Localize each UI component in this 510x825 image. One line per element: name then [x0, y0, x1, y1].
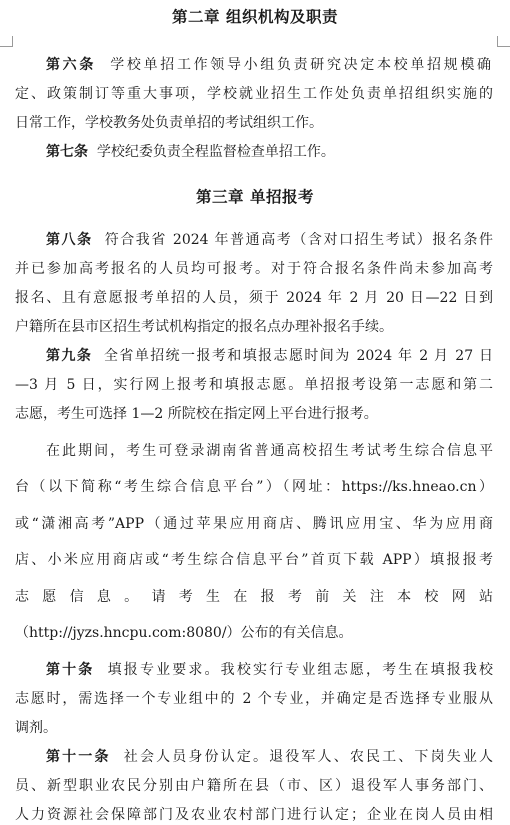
article-6-label: 第六条: [46, 57, 97, 73]
article-10-line-3: 调剂。: [15, 720, 57, 736]
article-9-label: 第九条: [46, 348, 93, 364]
paragraph-line-6: （http://jyzs.hncpu.com:8080/）公布的有关信息。: [15, 625, 353, 641]
article-11-line-1: [46, 747, 493, 767]
article-6-text-1: 学校单招工作领导小组负责研究决定本校单招规模确: [110, 57, 491, 73]
article-11-line-3: 人力资源社会保障部门及农业农村部门进行认定；企业在岗人员由相: [15, 807, 493, 823]
article-8-text-1: 符合我省 2024 年普通高考（含对口招生考试）报名条件: [104, 232, 493, 248]
right-margin-marker: [497, 36, 510, 47]
article-8-line-2: 并已参加高考报名的人员均可报考。对于符合报名条件尚未参加高考: [15, 261, 493, 277]
article-9-line-1: [46, 346, 493, 366]
article-6-line-3: 日常工作，学校教务处负责单招的考试组织工作。: [15, 115, 323, 131]
article-10-text-1: 填报专业要求。我校实行专业组志愿，考生在填报我校: [107, 662, 493, 678]
article-8-line-3: 报名、且有意愿报考单招的人员，须于 2024 年 2 月 20 日—22 日到: [15, 290, 493, 306]
article-10-label: 第十条: [46, 662, 95, 678]
article-7-text: 学校纪委负责全程监督检查单招工作。: [96, 144, 335, 160]
article-8-label: 第八条: [46, 232, 93, 248]
article-6-line-2: 定、政策制订等重大事项，学校就业招生工作处负责单招组织实施的: [15, 86, 493, 102]
article-10-line-1: [46, 660, 493, 680]
chapter-3-title: 第三章 单招报考: [196, 188, 314, 206]
article-9-line-3: 志愿，考生可选择 1—2 所院校在指定网上平台进行报考。: [15, 406, 378, 422]
article-11-text-1: 社会人员身份认定。退役军人、农民工、下岗失业人: [123, 749, 493, 765]
paragraph-line-3: 或“潇湘高考”APP（通过苹果应用商店、腾讯应用宝、华为应用商: [15, 516, 493, 532]
left-margin-marker: [0, 36, 13, 47]
article-8-line-1: [46, 230, 493, 250]
article-9-line-2: —3 月 5 日，实行网上报考和填报志愿。单招报考设第一志愿和第二: [15, 377, 493, 393]
article-7-line-1: [46, 142, 510, 162]
paragraph-line-4: 店、小米应用商店或“考生综合信息平台”首页下载 APP）填报报考: [15, 552, 493, 568]
article-8-line-4: 户籍所在县市区招生考试机构指定的报名点办理补报名手续。: [15, 319, 393, 335]
article-11-label: 第十一条: [46, 749, 111, 765]
article-7-label: 第七条: [46, 144, 88, 160]
article-11-line-2: 员、新型职业农民分别由户籍所在县（市、区）退役军人事务部门、: [15, 778, 493, 794]
article-10-line-2: 志愿时，需选择一个专业组中的 2 个专业，并确定是否选择专业服从: [15, 691, 493, 707]
paragraph-line-5: 志 愿 信 息 。 请 考 生 在 报 考 前 关 注 本 校 网 站: [15, 589, 493, 605]
chapter-2-title: 第二章 组织机构及职责: [172, 8, 338, 26]
paragraph-line-2: 台（以下简称“考生综合信息平台”）（网址：https://ks.hneao.cn）: [15, 479, 493, 495]
article-9-text-1: 全省单招统一报考和填报志愿时间为 2024 年 2 月 27 日: [103, 348, 493, 364]
paragraph-line-1: 在此期间，考生可登录湖南省普通高校招生考试考生综合信息平: [46, 443, 493, 459]
article-6-line-1: [0, 55, 491, 75]
